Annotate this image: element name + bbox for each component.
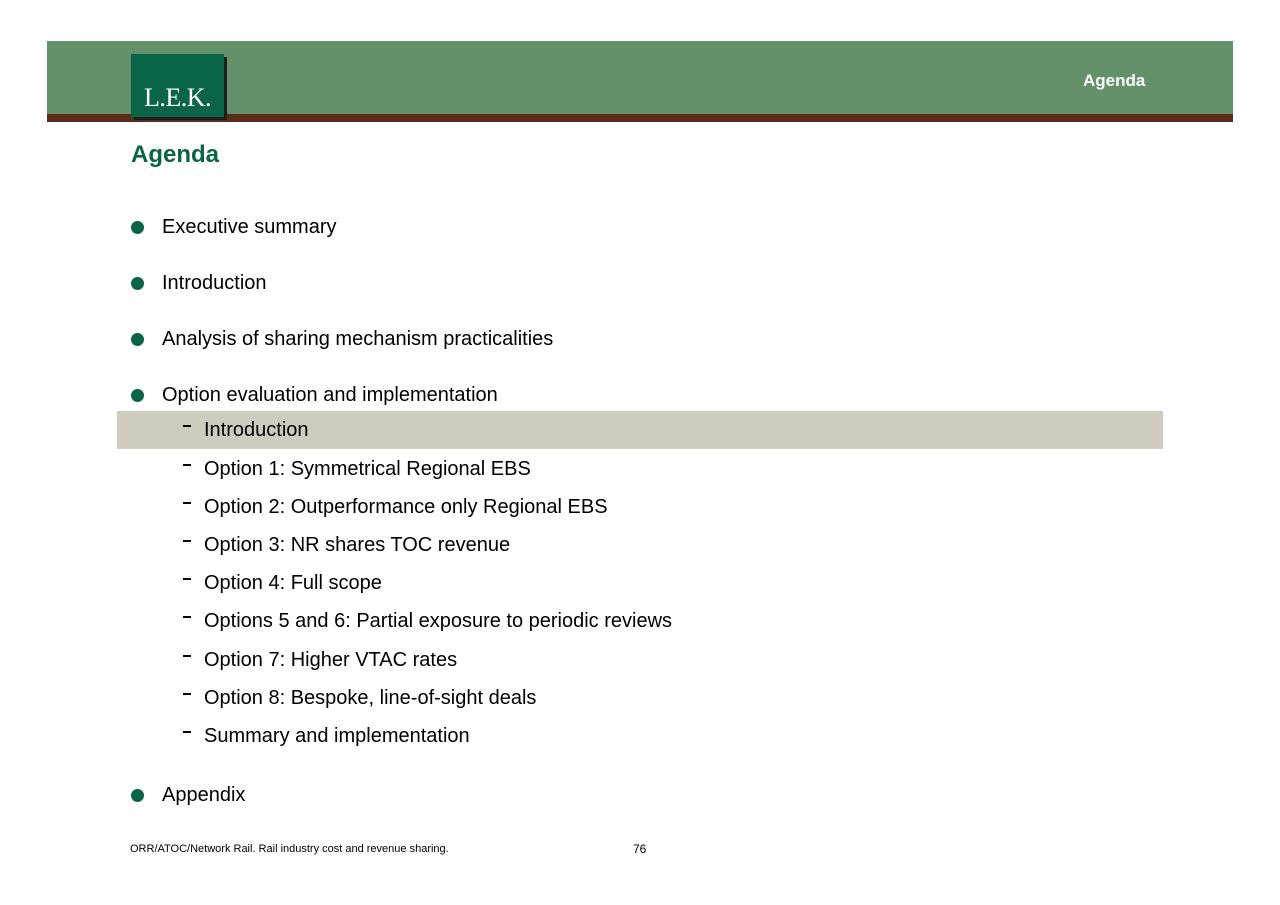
bullet-icon bbox=[131, 789, 144, 802]
company-logo bbox=[131, 54, 224, 117]
bullet-icon bbox=[131, 277, 144, 290]
agenda-item-introduction bbox=[131, 270, 267, 296]
dash-icon bbox=[183, 731, 191, 733]
agenda-subitem bbox=[183, 723, 470, 749]
agenda-item-executive-summary bbox=[131, 214, 337, 240]
bullet-icon bbox=[131, 389, 144, 402]
agenda-subitem-label: Option 3: NR shares TOC revenue bbox=[204, 533, 511, 556]
dash-icon bbox=[183, 425, 191, 427]
agenda-subitem bbox=[183, 570, 382, 596]
logo-text: L.E.K. bbox=[143, 83, 212, 112]
agenda-subitem bbox=[183, 532, 510, 558]
agenda-item-option-evaluation bbox=[131, 382, 498, 408]
agenda-subitem-label: Option 8: Bespoke, line-of-sight deals bbox=[204, 686, 537, 709]
agenda-subitem-label: Option 2: Outperformance only Regional EBS bbox=[204, 495, 608, 518]
agenda-subitem-label: Introduction bbox=[204, 418, 309, 441]
agenda-item-label: Option evaluation and implementation bbox=[162, 383, 498, 406]
bullet-icon bbox=[131, 333, 144, 346]
dash-icon bbox=[183, 655, 191, 657]
page-number: 76 bbox=[633, 842, 647, 856]
dash-icon bbox=[183, 502, 191, 504]
dash-icon bbox=[183, 540, 191, 542]
agenda-subitem bbox=[183, 685, 536, 711]
agenda-subitem bbox=[183, 608, 672, 634]
agenda-subitem bbox=[183, 494, 608, 520]
agenda-subitem-label: Option 1: Symmetrical Regional EBS bbox=[204, 457, 531, 480]
footer-text: ORR/ATOC/Network Rail. Rail industry cost and revenue sharing. bbox=[130, 843, 449, 855]
agenda-item-appendix bbox=[131, 782, 245, 808]
agenda-item-label: Introduction bbox=[162, 271, 267, 294]
dash-icon bbox=[183, 578, 191, 580]
agenda-subitem bbox=[183, 647, 457, 673]
agenda-subitem bbox=[183, 456, 531, 482]
agenda-subitem-label: Option 4: Full scope bbox=[204, 571, 382, 594]
agenda-item-label: Appendix bbox=[162, 783, 246, 806]
agenda-subitem-label: Option 7: Higher VTAC rates bbox=[204, 648, 458, 671]
agenda-item-analysis bbox=[131, 326, 553, 352]
agenda-subitem-label: Summary and implementation bbox=[204, 724, 470, 747]
agenda-item-label: Analysis of sharing mechanism practicalities bbox=[162, 327, 554, 350]
agenda-subitem-label: Options 5 and 6: Partial exposure to periodic reviews bbox=[204, 609, 673, 632]
dash-icon bbox=[183, 693, 191, 695]
dash-icon bbox=[183, 464, 191, 466]
agenda-subitem-current bbox=[183, 417, 309, 443]
bullet-icon bbox=[131, 221, 144, 234]
dash-icon bbox=[183, 616, 191, 618]
header-section-label: Agenda bbox=[1083, 71, 1146, 90]
agenda-item-label: Executive summary bbox=[162, 215, 337, 238]
page-title: Agenda bbox=[131, 141, 220, 168]
